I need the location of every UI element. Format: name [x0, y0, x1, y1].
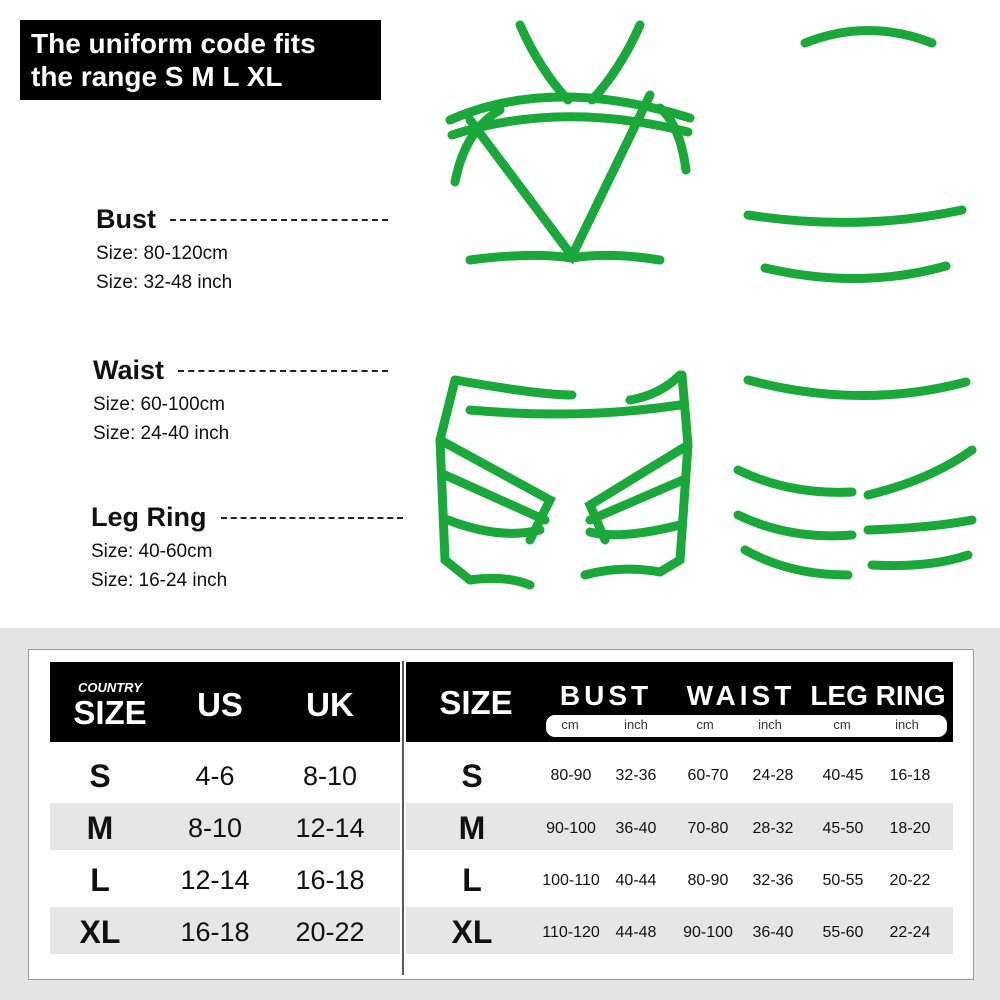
row-s-bust-inch: 32-36 [615, 767, 657, 784]
row-xl-uk: 20-22 [295, 917, 365, 947]
row-xl-bust-inch: 44-48 [615, 924, 657, 941]
waist-dash-line [178, 370, 388, 372]
row-m-bust-inch: 36-40 [615, 820, 657, 837]
bust-cm-unit: cm [561, 717, 579, 732]
row-l-leg-cm: 50-55 [822, 872, 864, 889]
row-l-size-right: L [462, 862, 482, 898]
bust-header: BUST [559, 680, 653, 711]
waist-inch-unit: inch [758, 717, 782, 732]
leg-ring-cm: Size: 40-60cm [91, 541, 213, 562]
row-s-size: S [89, 758, 111, 794]
bust-inch: Size: 32-48 inch [96, 272, 233, 293]
row-l-waist-inch: 32-36 [752, 872, 794, 889]
row-s-size-right: S [461, 758, 483, 794]
bust-title: Bust [96, 204, 156, 234]
row-xl-leg-inch: 22-24 [889, 924, 931, 941]
row-l-bust-inch: 40-44 [615, 872, 657, 889]
row-l-uk: 16-18 [295, 865, 365, 895]
us-label: US [197, 686, 243, 723]
row-m-size-right: M [458, 810, 486, 846]
unit-subheader [546, 715, 947, 737]
waist-measurement [93, 355, 388, 444]
size-note-banner [20, 20, 381, 100]
row-m-bust-cm: 90-100 [546, 820, 596, 837]
row-xl-waist-cm: 90-100 [683, 924, 733, 941]
row-l-us: 12-14 [180, 865, 250, 895]
row-m-leg-inch: 18-20 [889, 820, 931, 837]
bust-cm: Size: 80-120cm [96, 243, 229, 264]
waist-header: WAIST [686, 680, 796, 711]
row-s-leg-cm: 40-45 [822, 767, 864, 784]
leg-ring-measurement [91, 502, 403, 591]
row-xl-size-right: XL [451, 914, 493, 950]
row-s-waist-inch: 24-28 [752, 767, 794, 784]
waist-cm-unit: cm [696, 717, 714, 732]
bust-inch-unit: inch [624, 717, 648, 732]
row-m-size: M [86, 810, 114, 846]
row-xl-us: 16-18 [180, 917, 250, 947]
row-xl-size: XL [79, 914, 121, 950]
waist-cm: Size: 60-100cm [93, 394, 226, 415]
row-m-us: 8-10 [187, 813, 243, 843]
row-l-bust-cm: 100-110 [542, 872, 600, 889]
row-m-waist-cm: 70-80 [687, 820, 729, 837]
row-m-leg-cm: 45-50 [822, 820, 864, 837]
size-label-left: SIZE [73, 694, 147, 731]
row-s-uk: 8-10 [302, 761, 358, 791]
uk-label: UK [306, 686, 354, 723]
leg-cm-unit: cm [833, 717, 851, 732]
row-s-bust-cm: 80-90 [550, 767, 592, 784]
country-label: COUNTRY [77, 680, 143, 695]
leg-inch-unit: inch [895, 717, 919, 732]
leg-ring-inch: Size: 16-24 inch [91, 570, 228, 591]
size-label-right: SIZE [439, 684, 513, 721]
row-m-uk: 12-14 [295, 813, 365, 843]
row-xl-bust-cm: 110-120 [542, 924, 600, 941]
row-s-us: 4-6 [195, 761, 235, 791]
harness-product-image [420, 0, 1000, 610]
row-l-waist-cm: 80-90 [687, 872, 729, 889]
row-l-size: L [90, 862, 110, 898]
row-s-waist-cm: 60-70 [687, 767, 729, 784]
row-xl-waist-inch: 36-40 [752, 924, 794, 941]
banner-line-1: The uniform code fits [31, 28, 316, 59]
size-chart-divider [402, 661, 404, 975]
leg-ring-title: Leg Ring [91, 502, 207, 532]
bust-dash-line [170, 219, 388, 221]
row-s-leg-inch: 16-18 [889, 767, 931, 784]
leg-ring-dash-line [221, 517, 403, 519]
banner-line-2: the range S M L XL [31, 61, 283, 92]
waist-title: Waist [93, 355, 165, 385]
country-size-header [50, 662, 400, 742]
row-xl-leg-cm: 55-60 [822, 924, 864, 941]
row-m-waist-inch: 28-32 [752, 820, 794, 837]
waist-inch: Size: 24-40 inch [93, 423, 230, 444]
bust-measurement [96, 204, 388, 293]
row-l-leg-inch: 20-22 [889, 872, 931, 889]
leg-ring-header: LEG RING [810, 680, 946, 711]
